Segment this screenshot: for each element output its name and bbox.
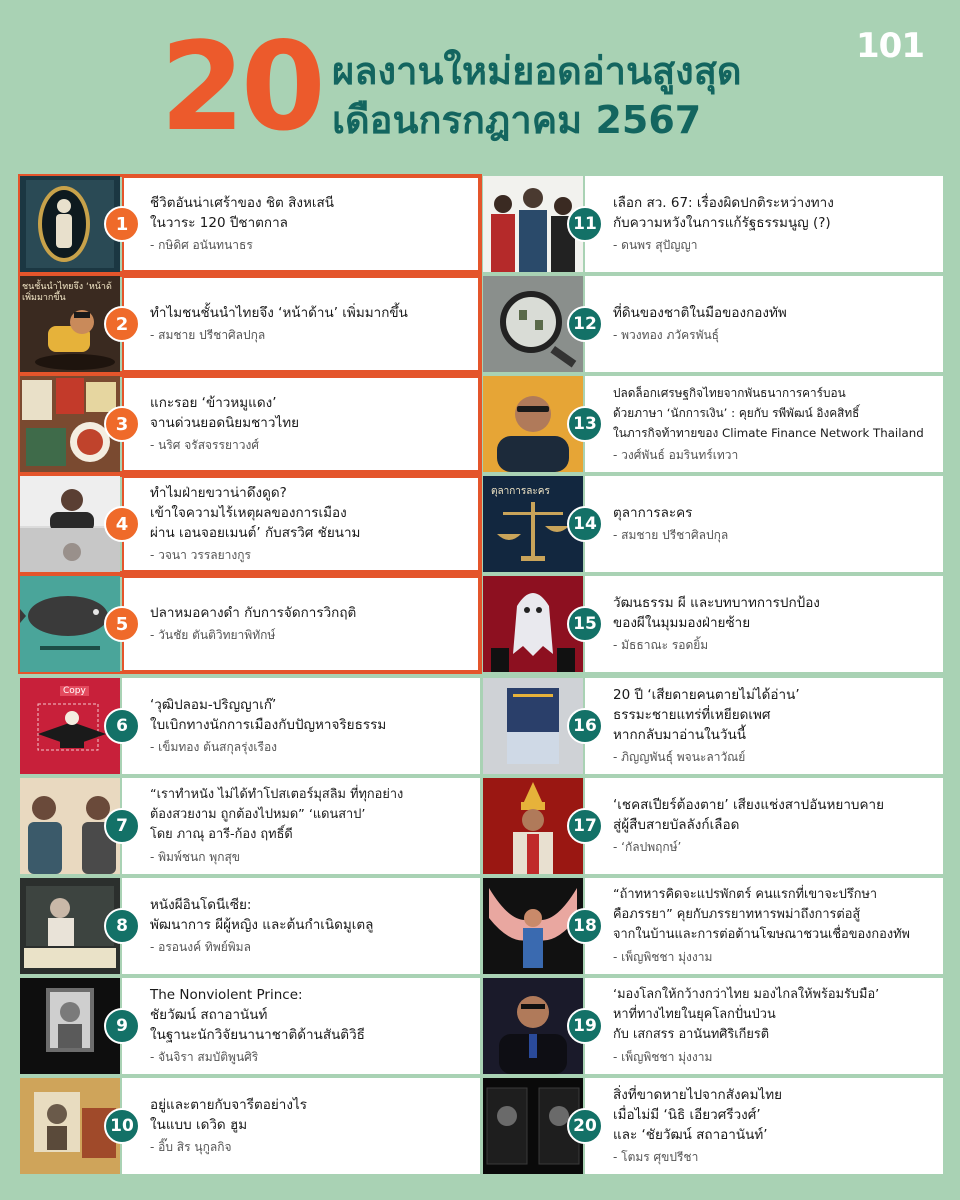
article-card[interactable] [20, 778, 480, 874]
thumbnail-caption: Copy [60, 686, 89, 696]
article-author: - เข็มทอง ต้นสกุลรุ่งเรือง [150, 740, 278, 754]
article-card[interactable] [20, 678, 480, 774]
article-title-line[interactable]: ด้วยภาษา ‘นักการเงิน’ : คุยกับ รพีพัฒน์ อิงคสิทธิ์ [613, 406, 860, 420]
article-title-line[interactable]: หาที่ทางไทยในยุคโลกปั่นป่วน [613, 1007, 776, 1022]
article-text [613, 978, 939, 1074]
article-card[interactable] [20, 276, 480, 372]
article-title-line[interactable]: ธรรมะชายแทร่ที่เหยียดเพศ [613, 707, 771, 723]
article-author: - สมชาย ปรีชาศิลปกุล [150, 328, 266, 342]
article-text [613, 176, 939, 272]
article-text [150, 778, 476, 874]
rank-badge: 6 [104, 708, 140, 744]
article-text [150, 576, 476, 672]
article-card[interactable] [20, 576, 480, 672]
article-text [150, 1078, 476, 1174]
article-card[interactable] [483, 878, 943, 974]
article-title-line[interactable]: ในวาระ 120 ปีชาตกาล [150, 215, 288, 231]
article-text [613, 576, 939, 672]
article-title-line[interactable]: ‘มองโลกให้กว้างกว่าไทย มองไกลให้พร้อมรับมือ’ [613, 987, 880, 1002]
article-author: - วจนา วรรลยางกูร [150, 548, 251, 562]
article-text [150, 978, 476, 1074]
rank-badge: 11 [567, 206, 603, 242]
headline-number: 20 [160, 16, 322, 158]
article-card[interactable] [20, 1078, 480, 1174]
article-title-line[interactable]: ต้องสวยงาม ถูกต้องไปหมด” ‘แดนสาป’ [150, 807, 366, 822]
headline-title-line1: ผลงานใหม่ยอดอ่านสูงสุด [332, 49, 742, 93]
rank-badge: 12 [567, 306, 603, 342]
article-text [613, 376, 939, 472]
article-author: - สมชาย ปรีชาศิลปกุล [613, 528, 729, 542]
article-title-line[interactable]: หากกลับมาอ่านในวันนี้ [613, 727, 746, 743]
rank-badge: 14 [567, 506, 603, 542]
article-card[interactable] [483, 778, 943, 874]
article-text [613, 1078, 939, 1174]
article-title-line[interactable]: อยู่และตายกับจารีตอย่างไร [150, 1097, 307, 1113]
article-title-line[interactable]: โดย ภาณุ อารี-ก้อง ฤทธิ์ดี [150, 827, 293, 842]
article-author: - ภิญญพันธุ์ พจนะลาวัณย์ [613, 750, 746, 764]
article-title-line[interactable]: ตุลาการละคร [613, 505, 693, 521]
rank-badge: 2 [104, 306, 140, 342]
article-title-line[interactable]: ที่ดินของชาติในมือของกองทัพ [613, 305, 787, 321]
article-title-line[interactable]: The Nonviolent Prince: [150, 987, 303, 1003]
article-card[interactable] [483, 678, 943, 774]
article-author: - พวงทอง ภวัครพันธุ์ [613, 328, 720, 342]
rank-badge: 5 [104, 606, 140, 642]
rank-badge: 20 [567, 1108, 603, 1144]
article-author: - วงศ์พันธ์ อมรินทร์เทวา [613, 448, 739, 462]
article-author: - พิมพ์ชนก พุกสุข [150, 850, 241, 864]
article-author: - โตมร ศุขปรีชา [613, 1150, 699, 1164]
article-text [613, 778, 939, 874]
rank-badge: 4 [104, 506, 140, 542]
article-author: - เพ็ญพิชชา มุ่งงาม [613, 1050, 713, 1064]
article-title-line[interactable]: เลือก สว. 67: เรื่องผิดปกติระหว่างทาง [613, 195, 834, 211]
rank-badge: 1 [104, 206, 140, 242]
rank-badge: 15 [567, 606, 603, 642]
article-title-line[interactable]: เข้าใจความไร้เหตุผลของการเมือง [150, 505, 347, 521]
article-title-line[interactable]: กับความหวังในการแก้รัฐธรรมนูญ (?) [613, 215, 831, 231]
rank-badge: 16 [567, 708, 603, 744]
article-title-line[interactable]: “ถ้าทหารคิดจะแปรพักตร์ คนแรกที่เขาจะปรึกษา [613, 887, 878, 902]
article-author: - อรอนงค์ ทิพย์พิมล [150, 940, 251, 954]
article-title-line[interactable]: จากในบ้านและการต่อต้านโฆษณาชวนเชื่อของกองทัพ [613, 927, 910, 942]
article-title-line[interactable]: “เราทำหนัง ไม่ได้ทำโปสเตอร์มุสลิม ที่ทุกอย่าง [150, 787, 404, 802]
article-title-line[interactable]: ชัยวัฒน์ สถาอานันท์ [150, 1007, 268, 1023]
article-title-line[interactable]: ทำไมฝ่ายขวาน่าดึงดูด? [150, 485, 287, 501]
article-text [613, 276, 939, 372]
article-title-line[interactable]: หนังผีอินโดนีเซีย: [150, 897, 252, 913]
article-title-line[interactable]: คือภรรยา” คุยกับภรรยาทหารพม่าถึงการต่อสู้ [613, 907, 861, 922]
article-title-line[interactable]: ในภารกิจท้าทายของ Climate Finance Network Thailand [613, 426, 924, 440]
rank-badge: 13 [567, 406, 603, 442]
article-title-line[interactable]: 20 ปี ‘เสียดายคนตายไม่ได้อ่าน’ [613, 687, 800, 703]
article-card[interactable] [483, 978, 943, 1074]
article-author: - กษิดิศ อนันทนาธร [150, 238, 253, 252]
rank-badge: 19 [567, 1008, 603, 1044]
rank-badge: 9 [104, 1008, 140, 1044]
article-card[interactable] [483, 476, 943, 572]
thumbnail-caption: ชนชั้นนำไทยจึง ‘หน้าด้ เพิ่มมากขึ้น [22, 282, 112, 303]
article-text [150, 176, 476, 272]
article-title-line[interactable]: สู่ผู้สืบสายบัลลังก์เลือด [613, 817, 740, 833]
article-author: - มัธธาณะ รอดยิ้ม [613, 638, 709, 652]
article-title-line[interactable]: ‘เชคสเปียร์ต้องตาย’ เสียงแช่งสาปอันหยาบคาย [613, 797, 885, 813]
article-author: - ‘กัลปพฤกษ์’ [613, 840, 682, 854]
article-text [150, 476, 476, 572]
article-card[interactable] [20, 376, 480, 472]
article-title-line[interactable]: เมื่อไม่มี ‘นิธิ เอียวศรีวงศ์’ [613, 1107, 761, 1123]
article-text [150, 678, 476, 774]
article-title-line[interactable]: และ ‘ชัยวัฒน์ สถาอานันท์’ [613, 1127, 768, 1143]
article-card[interactable] [483, 576, 943, 672]
article-title-line[interactable]: สิ่งที่ขาดหายไปจากสังคมไทย [613, 1087, 783, 1103]
article-card[interactable] [20, 176, 480, 272]
rank-badge: 8 [104, 908, 140, 944]
article-card[interactable] [20, 878, 480, 974]
article-title-line[interactable]: ‘วุฒิปลอม-ปริญญาเก๊’ [150, 697, 277, 713]
article-card[interactable] [483, 176, 943, 272]
rank-badge: 3 [104, 406, 140, 442]
article-text [613, 476, 939, 572]
rank-badge: 7 [104, 808, 140, 844]
article-author: - นริศ จรัสจรรยาวงศ์ [150, 438, 259, 452]
rank-badge: 18 [567, 908, 603, 944]
article-author: - ดนพร สุปัญญา [613, 238, 698, 252]
article-title-line[interactable]: แกะรอย ‘ข้าวหมูแดง’ [150, 395, 277, 411]
article-title-line[interactable]: วัฒนธรรม ผี และบทบาทการปกป้อง [613, 595, 820, 611]
article-card[interactable] [483, 276, 943, 372]
page-header [0, 0, 960, 170]
article-title-line[interactable]: ทำไมชนชั้นนำไทยจึง ‘หน้าด้าน’ เพิ่มมากขึ้น [150, 305, 408, 321]
article-card[interactable] [20, 978, 480, 1074]
article-title-line[interactable]: ใบเบิกทางนักการเมืองกับปัญหาจริยธรรม [150, 717, 387, 733]
headline-title-line2: เดือนกรกฎาคม 2567 [332, 98, 702, 142]
article-author: - จันจิรา สมบัติพูนศิริ [150, 1050, 259, 1064]
article-text [150, 878, 476, 974]
rank-badge: 10 [104, 1108, 140, 1144]
brand-logo: 101 [856, 26, 924, 66]
article-title-line[interactable]: พัฒนาการ ผีผู้หญิง และต้นกำเนิดมูเตลู [150, 917, 374, 933]
article-title-line[interactable]: ของผีในมุมมองฝ่ายซ้าย [613, 615, 751, 631]
article-title-line[interactable]: ชีวิตอันน่าเศร้าของ ชิต สิงหเสนี [150, 195, 334, 211]
article-text [613, 678, 939, 774]
article-title-line[interactable]: ปลาหมอคางดำ กับการจัดการวิกฤติ [150, 605, 357, 621]
article-text [150, 376, 476, 472]
rank-badge: 17 [567, 808, 603, 844]
article-author: - อิ๊บ สิร นุกูลกิจ [150, 1140, 232, 1154]
article-card[interactable] [483, 376, 943, 472]
article-title-line[interactable]: กับ เสกสรร อานันทศิริเกียรติ [613, 1027, 770, 1042]
article-author: - วันชัย ตันติวิทยาพิทักษ์ [150, 628, 276, 642]
article-title-line[interactable]: ปลดล็อกเศรษฐกิจไทยจากพันธนาการคาร์บอน [613, 386, 846, 400]
article-title-line[interactable]: ในแบบ เดวิด ฮูม [150, 1117, 248, 1133]
article-author: - เพ็ญพิชชา มุ่งงาม [613, 950, 713, 964]
thumbnail-caption: ตุลาการละคร [491, 486, 550, 497]
article-title-line[interactable]: ผ่าน เอนจอยเมนต์’ กับสรวิศ ชัยนาม [150, 525, 361, 541]
article-title-line[interactable]: จานด่วนยอดนิยมชาวไทย [150, 415, 300, 431]
article-text [613, 878, 939, 974]
article-card[interactable] [483, 1078, 943, 1174]
article-card[interactable] [20, 476, 480, 572]
article-text [150, 276, 476, 372]
article-title-line[interactable]: ในฐานะนักวิจัยนานาชาติด้านสันติวิธี [150, 1027, 365, 1043]
